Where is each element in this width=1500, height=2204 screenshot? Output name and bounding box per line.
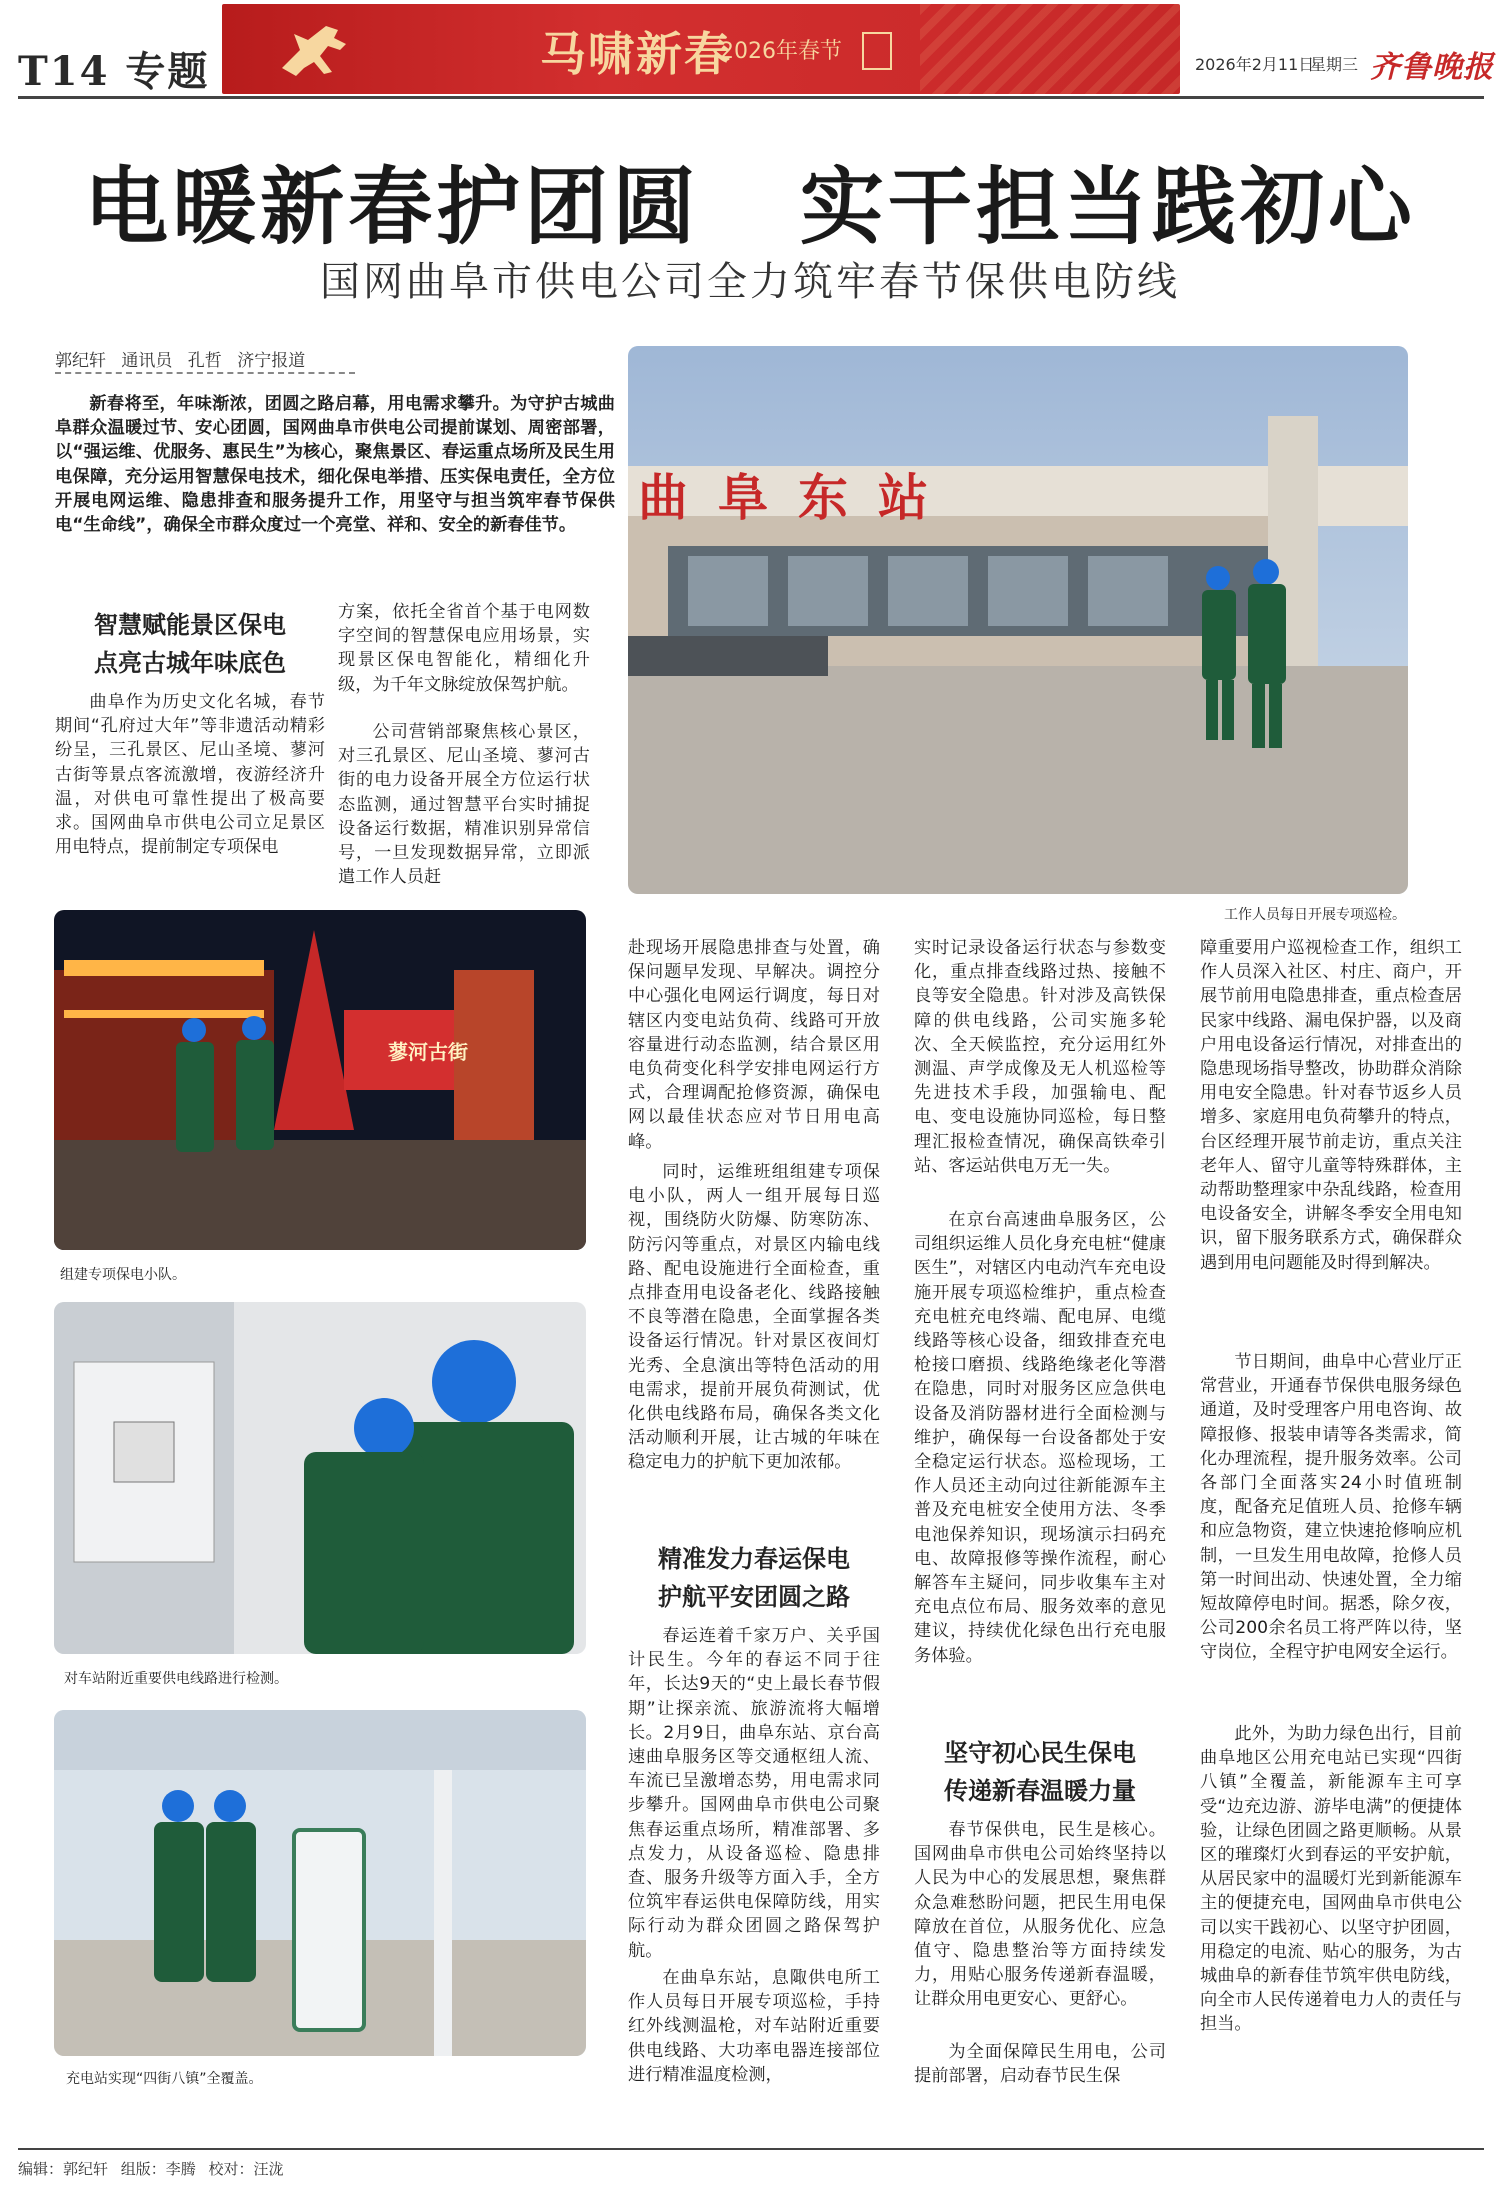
section-title-spring-travel: [628, 1540, 880, 1616]
seal-icon: [862, 32, 892, 70]
section-title-line: 坚守初心民生保电: [944, 1738, 1136, 1767]
section-title-line: 护航平安团圆之路: [658, 1582, 850, 1611]
section-title-livelihood: [914, 1734, 1166, 1810]
top-rule: [18, 96, 1484, 99]
section-title-line: 传递新春温暖力量: [944, 1776, 1136, 1805]
body-paragraph: 同时，运维班组组建专项保电小队，两人一组开展每日巡视，围绕防火防爆、防寒防冻、防污闪等重点，对景区内输电线路、配电设施进行全面检查，重点排查用电设备老化、线路接触不良等潜在隐患，全面掌握各类设备运行情况。针对景区夜间灯光秀、全息演出等特色活动的用电需求，提前开展负荷测试，优化供电线路布局，确保各类文化活动顺利开展，让古城的年味在稳定电力的护航下更加浓郁。: [628, 1162, 880, 1473]
caption-charging: 充电站实现“四街八镇”全覆盖。: [66, 2071, 263, 2087]
banner-title: 马啸新春: [540, 27, 732, 81]
section-title-scenic: [55, 606, 325, 682]
festival-banner: [222, 4, 1180, 94]
newspaper-logo: 齐鲁晚报: [1370, 50, 1494, 85]
banner-year: 2026年春节: [720, 39, 842, 64]
body-paragraph: 春运连着千家万户、关乎国计民生。今年的春运不同于往年，长达9天的“史上最长春节假期”让探亲流、旅游流将大幅增长。2月9日，曲阜东站、京台高速曲阜服务区等交通枢纽人流、车流已呈激增态势，用电需求同步攀升。国网曲阜市供电公司聚焦春运重点场所，精准部署、多点发力，从设备巡检、隐患排查、服务升级等方面入手，全方位筑牢春运供电保障防线，用实际行动为群众团圆之路保驾护航。: [628, 1626, 880, 1961]
byline-rule: [55, 372, 355, 374]
lead-paragraph: 新春将至，年味渐浓，团圆之路启幕，用电需求攀升。为守护古城曲阜群众温暖过节、安心团圆，国网曲阜市供电公司提前谋划、周密部署，以“强运维、优服务、惠民生”为核心，聚焦景区、春运重点场所及民生用电保障，充分运用智慧保电技术，细化保电举措、压实保电责任，全方位开展电网运维、隐患排查和服务提升工作，用坚守与担当筑牢春节保供电“生命线”，确保全市群众度过一个亮堂、祥和、安全的新春佳节。: [55, 394, 615, 536]
horse-icon: [274, 16, 364, 82]
body-paragraph: 公司营销部聚焦核心景区，对三孔景区、尼山圣境、蓼河古街的电力设备开展全方位运行状态监测，通过智慧平台实时捕捉设备运行数据，精准识别异常信号，一旦发现数据异常，立即派遣工作人员赶: [338, 722, 590, 888]
caption-station: 工作人员每日开展专项巡检。: [1224, 907, 1406, 923]
body-paragraph: 此外，为助力绿色出行，目前曲阜地区公用充电站已实现“四街八镇”全覆盖，新能源车主可享受“边充边游、游毕电满”的便捷体验，让绿色团圆之路更顺畅。从景区的璀璨灯火到春运的平安护航，从居民家中的温暖灯光到新能源车主的便捷充电，国网曲阜市供电公司以实干践初心、以坚守护团圆，用稳定的电流、贴心的服务，为古城曲阜的新春佳节筑牢供电防线，向全市人民传递着电力人的责任与担当。: [1200, 1724, 1462, 2035]
photo-charging-station: [54, 1710, 586, 2056]
section-title-line: 精准发力春运保电: [658, 1544, 850, 1573]
body-paragraph: 节日期间，曲阜中心营业厅正常营业，开通春节保供电服务绿色通道，及时受理客户用电咨询、故障报修、报装申请等各类需求，简化办理流程，提升服务效率。公司各部门全面落实24小时值班制度，配备充足值班人员、抢修车辆和应急物资，建立快速抢修响应机制，一旦发生用电故障，抢修人员第一时间出动、快速处置，全力缩短故障停电时间。据悉，除夕夜，公司200余名员工将严阵以待，坚守岗位，全程守护电网安全运行。: [1200, 1352, 1462, 1663]
gate-sign: 蓼河古街: [388, 1040, 468, 1064]
subheadline: 国网曲阜市供电公司全力筑牢春节保供电防线: [320, 259, 1180, 305]
wave-pattern: [920, 4, 1180, 94]
body-paragraph: 方案，依托全省首个基于电网数字空间的智慧保电应用场景，实现景区保电智能化，精细化升级，为千年文脉绽放保驾护航。: [338, 602, 590, 695]
issue-weekday: 星期三: [1310, 55, 1359, 74]
issue-date: 2026年2月11日: [1195, 55, 1315, 74]
page-label: T14 专题: [18, 48, 210, 95]
bottom-rule: [18, 2148, 1484, 2150]
body-paragraph: 为全面保障民生用电，公司提前部署，启动春节民生保: [914, 2042, 1166, 2087]
photo-night-gate: [54, 910, 586, 1250]
body-paragraph: 实时记录设备运行状态与参数变化，重点排查线路过热、接触不良等安全隐患。针对涉及高铁保障的供电线路，公司实施多轮次、全天候监控，充分运用红外测温、声学成像及无人机巡检等先进技术手段，加强输电、配电、变电设施协同巡检，每日整理汇报检查情况，确保高铁牵引站、客运站供电万无一失。: [914, 938, 1166, 1176]
body-paragraph: 曲阜作为历史文化名城，春节期间“孔府过大年”等非遗活动精彩纷呈，三孔景区、尼山圣境、蓼河古街等景点客流激增，夜游经济升温，对供电可靠性提出了极高要求。国网曲阜市供电公司立足景区用电特点，提前制定专项保电: [55, 692, 325, 858]
body-paragraph: 在曲阜东站，息陬供电所工作人员每日开展专项巡检，手持红外线测温枪，对车站附近重要供电线路、大功率电器连接部位进行精准温度检测，: [628, 1968, 880, 2085]
body-paragraph: 赴现场开展隐患排查与处置，确保问题早发现、早解决。调控分中心强化电网运行调度，每日对辖区内变电站负荷、线路可开放容量进行动态监测，结合景区用电负荷变化科学安排电网运行方式，合理调配抢修资源，确保电网以最佳状态应对节日用电高峰。: [628, 938, 880, 1152]
photo-cabinet-check: [54, 1302, 586, 1654]
byline: 郭纪轩 通讯员 孔哲 济宁报道: [55, 351, 306, 371]
body-paragraph: 在京台高速曲阜服务区，公司组织运维人员化身充电桩“健康医生”，对辖区内电动汽车充电设施开展专项巡检维护，重点检查充电桩充电终端、配电屏、电缆线路等核心设备，细致排查充电枪接口磨损、线路绝缘老化等潜在隐患，同时对服务区应急供电设备及消防器材进行全面检测与维护，确保每一台设备都处于安全稳定运行状态。巡检现场，工作人员还主动向过往新能源车主普及充电桩安全使用方法、冬季电池保养知识，现场演示扫码充电、故障报修等操作流程，耐心解答车主疑问，同步收集车主对充电点位布局、服务效率的意见建议，持续优化绿色出行充电服务体验。: [914, 1210, 1166, 1666]
body-paragraph: 春节保供电，民生是核心。国网曲阜市供电公司始终坚持以人民为中心的发展思想，聚焦群众急难愁盼问题，把民生用电保障放在首位，从服务优化、应急值守、隐患整治等方面持续发力，用贴心服务传递新春温暖，让群众用电更安心、更舒心。: [914, 1820, 1166, 2010]
caption-cabinet: 对车站附近重要供电线路进行检测。: [64, 1671, 288, 1687]
station-sign: 曲阜东站: [638, 468, 958, 527]
photo-station-inspection: [628, 346, 1408, 894]
editorial-credits: 编辑：郭纪轩 组版：李腾 校对：汪泷: [18, 2160, 284, 2178]
caption-gate: 组建专项保电小队。: [60, 1267, 186, 1283]
section-title-line: 点亮古城年味底色: [94, 648, 286, 677]
section-title-line: 智慧赋能景区保电: [94, 610, 286, 639]
body-paragraph: 障重要用户巡视检查工作，组织工作人员深入社区、村庄、商户，开展节前用电隐患排查，重点检查居民家中线路、漏电保护器，以及商户用电设备运行情况，对排查出的隐患现场指导整改，协助群众消除用电安全隐患。针对春节返乡人员增多、家庭用电负荷攀升的特点，台区经理开展节前走访，重点关注老年人、留守儿童等特殊群体，主动帮助整理家中杂乱线路，检查用电设备安全，讲解冬季安全用电知识，留下服务联系方式，确保群众遇到用电问题能及时得到解决。: [1200, 938, 1462, 1273]
headline: 电暖新春护团圆 实干担当践初心: [84, 157, 1416, 256]
